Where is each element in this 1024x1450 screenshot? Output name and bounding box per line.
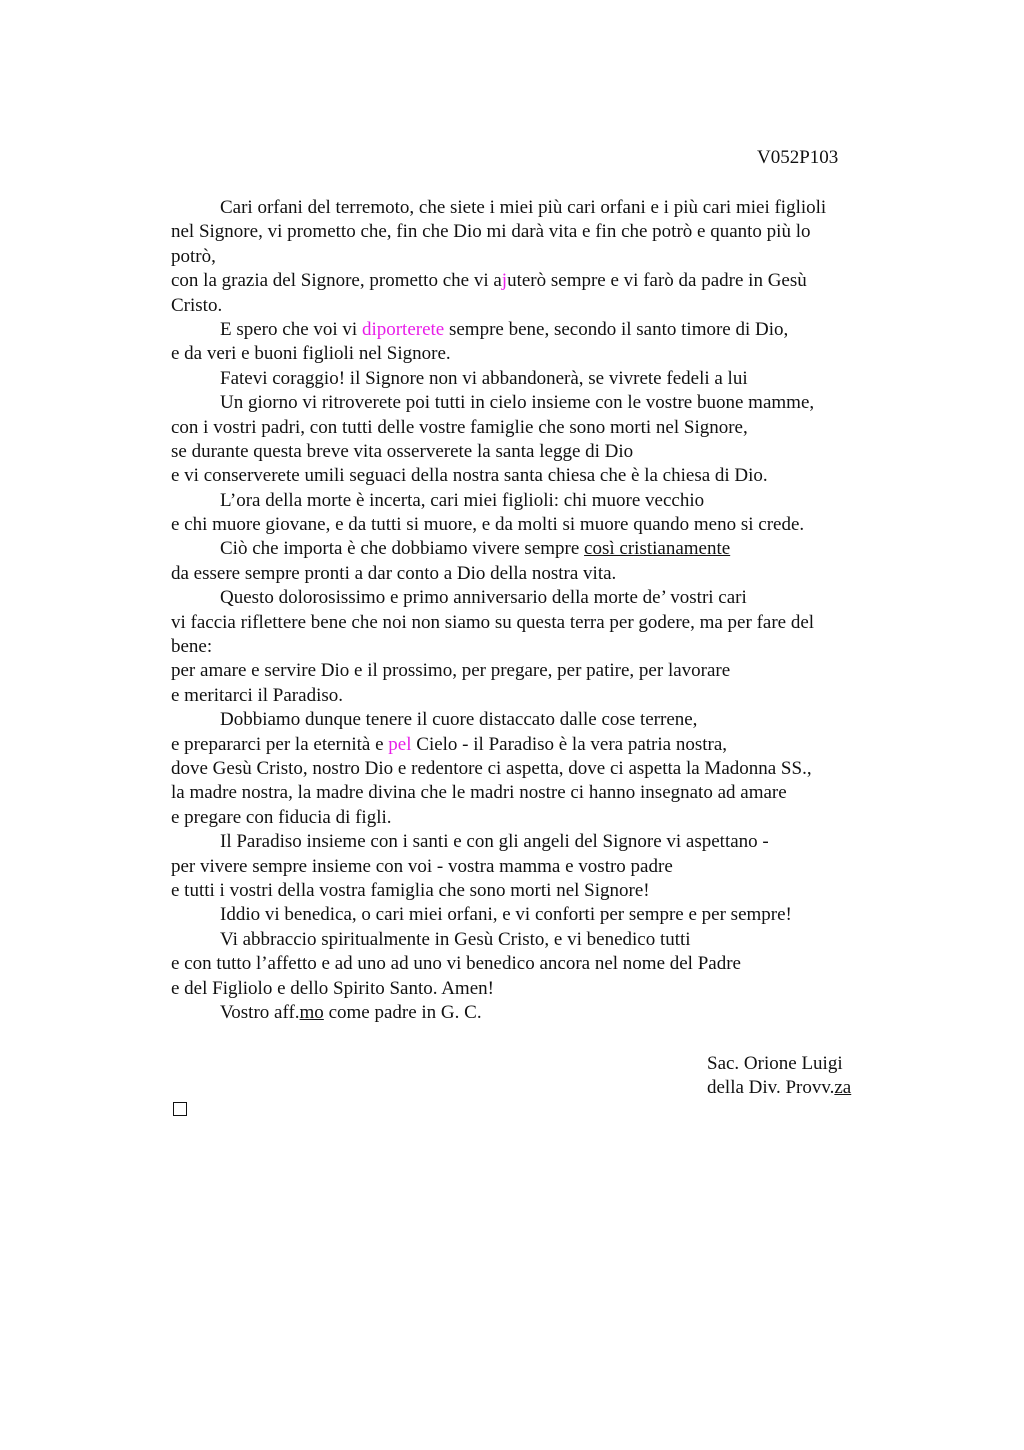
letter-line: Cari orfani del terremoto, che siete i miei più cari orfani e i più cari miei figlioli (220, 197, 827, 218)
letter-line: e vi conserverete umili seguaci della nostra santa chiesa che è la chiesa di Dio. (171, 465, 768, 487)
letter-line: vi faccia riflettere bene che noi non siamo su questa terra per godere, ma per fare del (171, 611, 815, 633)
letter-line: Dobbiamo dunque tenere il cuore distaccato dalle cose terrene, (220, 709, 698, 731)
letter-line: per vivere sempre insieme con voi - vostra mamma e vostro padre (171, 855, 673, 877)
signature-name: Sac. Orione Luigi (707, 1053, 843, 1074)
letter-line (171, 1001, 891, 1025)
highlighted-correction: j (501, 270, 508, 292)
letter-line: e meritarci il Paradiso. (171, 684, 343, 706)
letter-line: Il Paradiso insieme con i santi e con gli angeli del Signore vi aspettano - (220, 831, 769, 853)
text-span: E spero che voi vi (220, 318, 362, 340)
signature-block (707, 1052, 851, 1101)
letter-line: bene: (171, 636, 213, 658)
letter-line: Fatevi coraggio! il Signore non vi abbandonerà, se vivrete fedeli a lui (220, 367, 748, 389)
text-span: Vostro aff. (220, 1001, 300, 1023)
page-id: V052P103 (757, 147, 839, 168)
letter-line: e tutti i vostri della vostra famiglia che sono morti nel Signore! (171, 879, 650, 901)
text-span: Ciò che importa è che dobbiamo vivere sempre (220, 538, 585, 560)
letter-line: Un giorno vi ritroverete poi tutti in cielo insieme con le vostre buone mamme, (220, 392, 815, 414)
underlined-superscript: za (834, 1077, 852, 1099)
text-span: uterò sempre e vi farò da padre in Gesù (507, 270, 807, 292)
letter-line: e da veri e buoni figlioli nel Signore. (171, 343, 451, 365)
letter-line: L’ora della morte è incerta, cari miei figlioli: chi muore vecchio (220, 489, 705, 511)
letter-body (171, 196, 891, 1025)
letter-line: Questo dolorosissimo e primo anniversario della morte de’ vostri cari (220, 587, 747, 609)
text-span: e prepararci per la eternità e (171, 733, 389, 755)
text-span: con la grazia del Signore, prometto che vi a (171, 270, 502, 292)
letter-line: se durante questa breve vita osserverete la santa legge di Dio (171, 440, 634, 462)
letter-line: nel Signore, vi prometto che, fin che Dio mi darà vita e fin che potrò e quanto più lo (171, 221, 811, 243)
letter-line: per amare e servire Dio e il prossimo, per pregare, per patire, per lavorare (171, 660, 731, 682)
letter-line: Iddio vi benedica, o cari miei orfani, e vi conforti per sempre e per sempre! (220, 904, 792, 926)
letter-line (171, 537, 891, 561)
end-marker-box (173, 1102, 187, 1116)
letter-line (171, 269, 891, 293)
letter-line: Vi abbraccio spiritualmente in Gesù Cristo, e vi benedico tutti (220, 928, 691, 950)
underlined-superscript: mo (299, 1001, 324, 1023)
letter-line: e con tutto l’affetto e ad uno ad uno vi benedico ancora nel nome del Padre (171, 953, 741, 975)
letter-line: Cristo. (171, 294, 223, 316)
text-span: come padre in G. C. (323, 1001, 482, 1023)
signature-title (707, 1076, 851, 1100)
text-span: sempre bene, secondo il santo timore di Dio, (444, 318, 789, 340)
underlined-phrase: così cristianamente (584, 538, 731, 560)
letter-line: e pregare con fiducia di figli. (171, 806, 392, 828)
letter-line: con i vostri padri, con tutti delle vostre famiglie che sono morti nel Signore, (171, 416, 748, 438)
letter-line: dove Gesù Cristo, nostro Dio e redentore ci aspetta, dove ci aspetta la Madonna SS., (171, 757, 812, 779)
text-span: Cielo - il Paradiso è la vera patria nostra, (411, 733, 728, 755)
letter-line: da essere sempre pronti a dar conto a Dio della nostra vita. (171, 562, 617, 584)
text-span: della Div. Provv. (707, 1077, 835, 1099)
letter-line (171, 733, 891, 757)
letter-line: la madre nostra, la madre divina che le madri nostre ci hanno insegnato ad amare (171, 782, 787, 804)
highlighted-correction: diporterete (361, 318, 445, 340)
letter-line (171, 318, 891, 342)
highlighted-correction: pel (388, 733, 412, 755)
letter-line: e del Figliolo e dello Spirito Santo. Amen! (171, 977, 494, 999)
letter-line: potrò, (171, 245, 216, 267)
letter-line: e chi muore giovane, e da tutti si muore, e da molti si muore quando meno si crede. (171, 514, 805, 536)
